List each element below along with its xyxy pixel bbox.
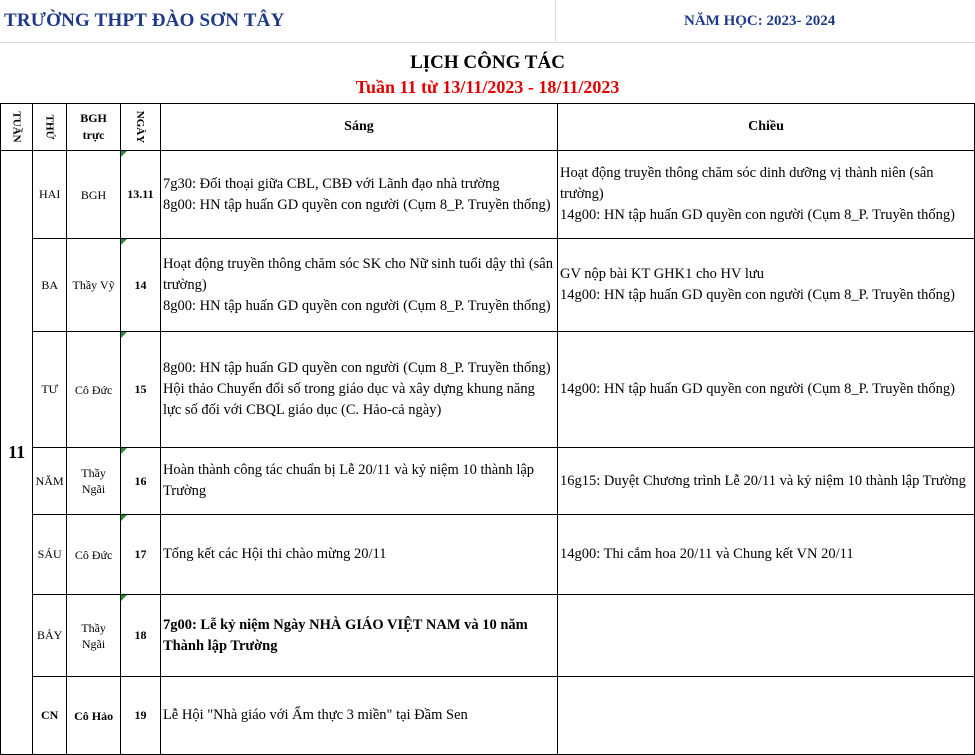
table-row xyxy=(1,448,975,515)
bgh-duty: Thầy Vỹ xyxy=(67,239,121,332)
afternoon-schedule xyxy=(558,677,975,755)
morning-schedule: Hoạt động truyền thông chăm sóc SK cho Nữ sinh tuổi dậy thì (sân trường) 8g00: HN tập huấn GD quyền con người (Cụm 8_P. Truyền thống) xyxy=(160,239,557,332)
date-number: 17 xyxy=(120,515,160,595)
date-number: 13.11 xyxy=(120,151,160,239)
school-name: TRƯỜNG THPT ĐÀO SƠN TÂY xyxy=(4,10,285,31)
day-name: SÁU xyxy=(33,515,67,595)
day-name: TƯ xyxy=(33,332,67,448)
day-name: BA xyxy=(33,239,67,332)
week-subtitle: Tuần 11 từ 13/11/2023 - 18/11/2023 xyxy=(355,77,620,97)
schedule-table xyxy=(0,103,975,755)
afternoon-schedule: 16g15: Duyệt Chương trình Lễ 20/11 và kỷ niệm 10 thành lập Trường xyxy=(558,448,975,515)
day-name: CN xyxy=(33,677,67,755)
bgh-duty: BGH xyxy=(67,151,121,239)
col-header-sang: Sáng xyxy=(160,104,557,151)
date-number: 19 xyxy=(120,677,160,755)
table-row xyxy=(1,151,975,239)
bgh-duty: Thầy Ngãi xyxy=(67,595,121,677)
week-number: 11 xyxy=(1,151,33,755)
day-name: NĂM xyxy=(33,448,67,515)
table-row xyxy=(1,332,975,448)
afternoon-schedule: GV nộp bài KT GHK1 cho HV lưu 14g00: HN tập huấn GD quyền con người (Cụm 8_P. Truyền thống) xyxy=(558,239,975,332)
table-row xyxy=(1,515,975,595)
col-header-bgh: BGH trực xyxy=(67,104,121,151)
top-header-bar xyxy=(0,0,975,43)
page-title: LỊCH CÔNG TÁC xyxy=(410,52,565,73)
afternoon-schedule: 14g00: Thi cắm hoa 20/11 và Chung kết VN 20/11 xyxy=(558,515,975,595)
morning-schedule: Lễ Hội "Nhà giáo với Ẩm thực 3 miền" tại Đầm Sen xyxy=(160,677,557,755)
table-row xyxy=(1,239,975,332)
morning-schedule: 8g00: HN tập huấn GD quyền con người (Cụm 8_P. Truyền thống) Hội thảo Chuyển đổi số trong giáo dục và xây dựng khung năng lực số đối với CBQL giáo dục (C. Hảo-cả ngày) xyxy=(160,332,557,448)
bgh-duty: Cô Hảo xyxy=(67,677,121,755)
afternoon-schedule: 14g00: HN tập huấn GD quyền con người (Cụm 8_P. Truyền thống) xyxy=(558,332,975,448)
date-number: 18 xyxy=(120,595,160,677)
bgh-duty: Cô Đức xyxy=(67,515,121,595)
afternoon-schedule xyxy=(558,595,975,677)
school-year: NĂM HỌC: 2023- 2024 xyxy=(684,13,836,29)
morning-schedule: Tổng kết các Hội thi chào mừng 20/11 xyxy=(160,515,557,595)
table-row xyxy=(1,677,975,755)
bgh-duty: Cô Đức xyxy=(67,332,121,448)
day-name: BẢY xyxy=(33,595,67,677)
col-header-thu: THỨ xyxy=(33,104,67,151)
morning-schedule: Hoàn thành công tác chuẩn bị Lễ 20/11 và kỷ niệm 10 thành lập Trường xyxy=(160,448,557,515)
afternoon-schedule: Hoạt động truyền thông chăm sóc dinh dưỡng vị thành niên (sân trường) 14g00: HN tập huấn GD quyền con người (Cụm 8_P. Truyền thống) xyxy=(558,151,975,239)
header-divider xyxy=(555,0,556,42)
col-header-chieu: Chiều xyxy=(558,104,975,151)
col-header-tuan: TUẦN xyxy=(1,104,33,151)
bgh-duty: Thầy Ngãi xyxy=(67,448,121,515)
col-header-ngay: NGÀY xyxy=(120,104,160,151)
table-row xyxy=(1,595,975,677)
morning-schedule: 7g00: Lễ kỷ niệm Ngày NHÀ GIÁO VIỆT NAM và 10 năm Thành lập Trường xyxy=(160,595,557,677)
date-number: 16 xyxy=(120,448,160,515)
table-header-row xyxy=(1,104,975,151)
date-number: 14 xyxy=(120,239,160,332)
date-number: 15 xyxy=(120,332,160,448)
day-name: HAI xyxy=(33,151,67,239)
morning-schedule: 7g30: Đối thoại giữa CBL, CBĐ với Lãnh đạo nhà trường 8g00: HN tập huấn GD quyền con người (Cụm 8_P. Truyền thống) xyxy=(160,151,557,239)
